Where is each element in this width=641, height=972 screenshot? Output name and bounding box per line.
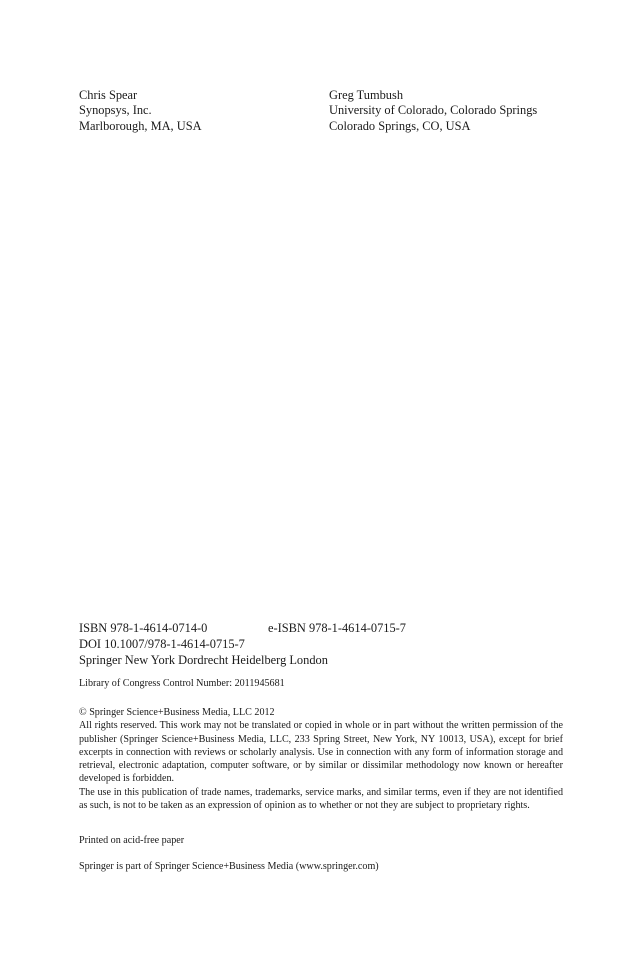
publication-identifiers [79,620,569,668]
publisher-locations: Springer New York Dordrecht Heidelberg London [79,653,328,667]
springer-part-of-note: Springer is part of Springer Science+Business Media (www.springer.com) [79,861,379,872]
author-block-greg-tumbush [329,88,537,134]
library-of-congress-number: Library of Congress Control Number: 2011945681 [79,678,285,689]
author-affiliation: University of Colorado, Colorado Springs [329,103,538,118]
trade-names-text: The use in this publication of trade names, trademarks, service marks, and similar terms, even if they are not identified as such, is not to be taken as an expression of opinion as to whether or not they are subject to proprietary rights. [79,786,563,812]
copyright-notice [79,706,563,812]
author-affiliation: Synopsys, Inc. [79,103,152,118]
author-location: Colorado Springs, CO, USA [329,118,471,133]
eisbn: e-ISBN 978-1-4614-0715-7 [268,621,406,635]
rights-reserved-text: All rights reserved. This work may not be translated or copied in whole or in part without the written permission of the publisher (Springer Science+Business Media, LLC, 233 Spring Street, New York, NY 10013, USA), except for brief excerpts in connection with reviews or scholarly analysis. Use in connection with any form of information storage and retrieval, electronic adaptation, computer software, or by similar or dissimilar methodology now known or hereafter developed is forbidden. [79,720,563,785]
author-block-chris-spear [79,88,202,134]
author-name: Chris Spear [79,88,138,102]
isbn-row [79,620,569,636]
copyright-line: © Springer Science+Business Media, LLC 2012 [79,707,275,718]
doi: DOI 10.1007/978-1-4614-0715-7 [79,637,245,651]
author-location: Marlborough, MA, USA [79,118,202,133]
author-name: Greg Tumbush [329,88,404,102]
printed-on-acid-free-paper: Printed on acid-free paper [79,835,185,846]
isbn: ISBN 978-1-4614-0714-0 [79,621,208,635]
